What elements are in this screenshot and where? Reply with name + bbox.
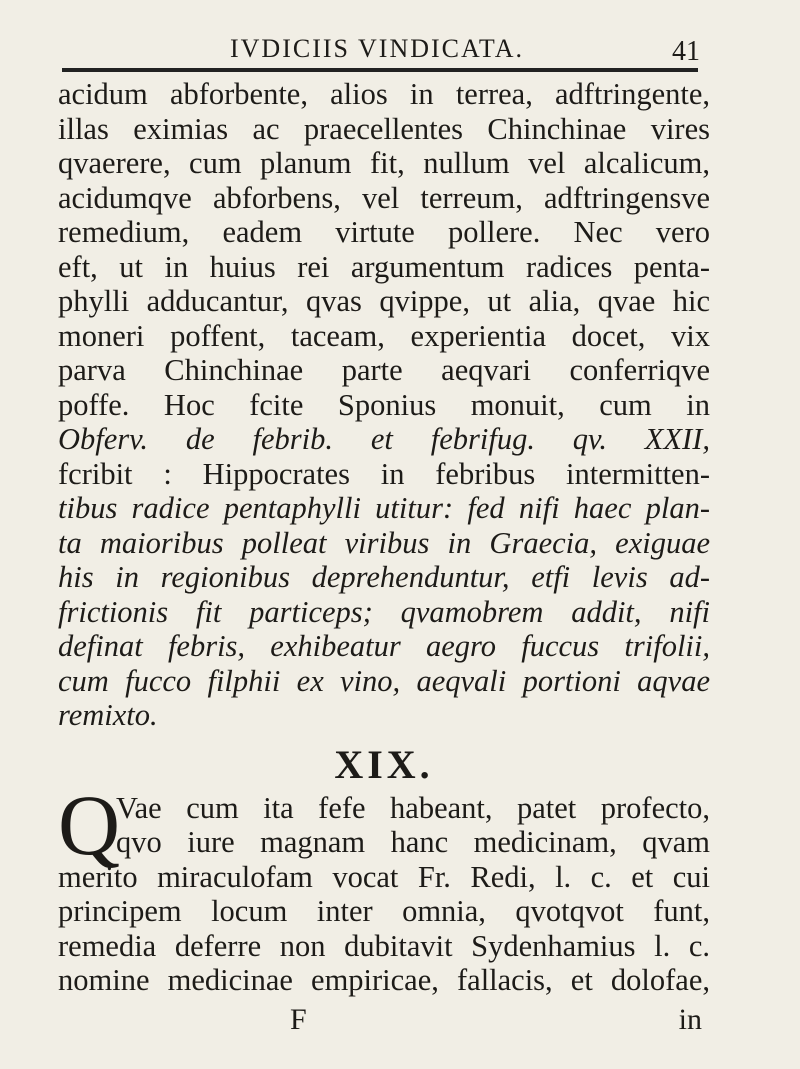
text-line: merito miraculofam vocat Fr. Redi, l. c. et cui bbox=[58, 859, 710, 894]
text-line: poffe. Hoc fcite Sponius monuit, cum in bbox=[58, 387, 710, 422]
text-line: eft, ut in huius rei argumentum radices penta- bbox=[58, 249, 710, 284]
text-line: Vae cum ita fefe habeant, patet profecto, bbox=[116, 790, 710, 825]
drop-cap: Q bbox=[58, 776, 121, 873]
page-header bbox=[60, 30, 700, 70]
page-footer bbox=[58, 1003, 710, 1039]
text-line: parva Chinchinae parte aeqvari conferriqve bbox=[58, 353, 710, 387]
text-line: qvo iure magnam hanc medicinam, qvam bbox=[116, 825, 710, 859]
page-number: 41 bbox=[672, 36, 700, 67]
text-line: illas eximias ac praecellentes Chinchinae vires bbox=[58, 111, 710, 146]
text-line: principem locum inter omnia, qvotqvot funt, bbox=[58, 894, 710, 928]
text-line: tibus radice pentaphylli utitur: fed nifi haec plan- bbox=[58, 491, 710, 525]
catchword: in bbox=[678, 1003, 702, 1036]
header-rule bbox=[62, 68, 698, 72]
text-line: acidumqve abforbens, vel terreum, adftringensve bbox=[58, 180, 710, 215]
text-line: ta maioribus polleat viribus in Graecia, exiguae bbox=[58, 525, 710, 560]
text-line: remedium, eadem virtute pollere. Nec vero bbox=[58, 215, 710, 249]
text-line: fcribit : Hippocrates in febribus intermitten- bbox=[58, 456, 710, 491]
text-line: his in regionibus deprehenduntur, etfi levis ad- bbox=[58, 560, 710, 594]
section-heading: XIX. bbox=[334, 741, 434, 787]
text-line: nomine medicinae empiricae, fallacis, et dolofae, bbox=[58, 963, 710, 997]
text-line: qvaerere, cum planum fit, nullum vel alcalicum, bbox=[58, 146, 710, 180]
text-line: moneri poffent, taceam, experientia docet, vix bbox=[58, 318, 710, 353]
text-line: acidum abforbente, alios in terrea, adftringente, bbox=[58, 77, 710, 111]
text-line: phylli adducantur, qvas qvippe, ut alia, qvae hic bbox=[58, 284, 710, 318]
text-line: remixto. bbox=[58, 698, 158, 732]
text-line: Obferv. de febrib. et febrifug. qv. XXII, bbox=[58, 422, 710, 456]
paragraph-with-drop-cap bbox=[58, 776, 710, 998]
body-text bbox=[58, 77, 710, 998]
text-line: frictionis fit particeps; qvamobrem addit, nifi bbox=[58, 594, 710, 629]
signature-mark: F bbox=[290, 1003, 307, 1036]
text-line: definat febris, exhibeatur aegro fuccus trifolii, bbox=[58, 629, 710, 663]
text-line: cum fucco filphii ex vino, aeqvali portioni aqvae bbox=[58, 663, 710, 698]
running-title: IVDICIIS VINDICATA. bbox=[230, 34, 524, 63]
text-line: remedia deferre non dubitavit Sydenhamius l. c. bbox=[58, 928, 710, 963]
